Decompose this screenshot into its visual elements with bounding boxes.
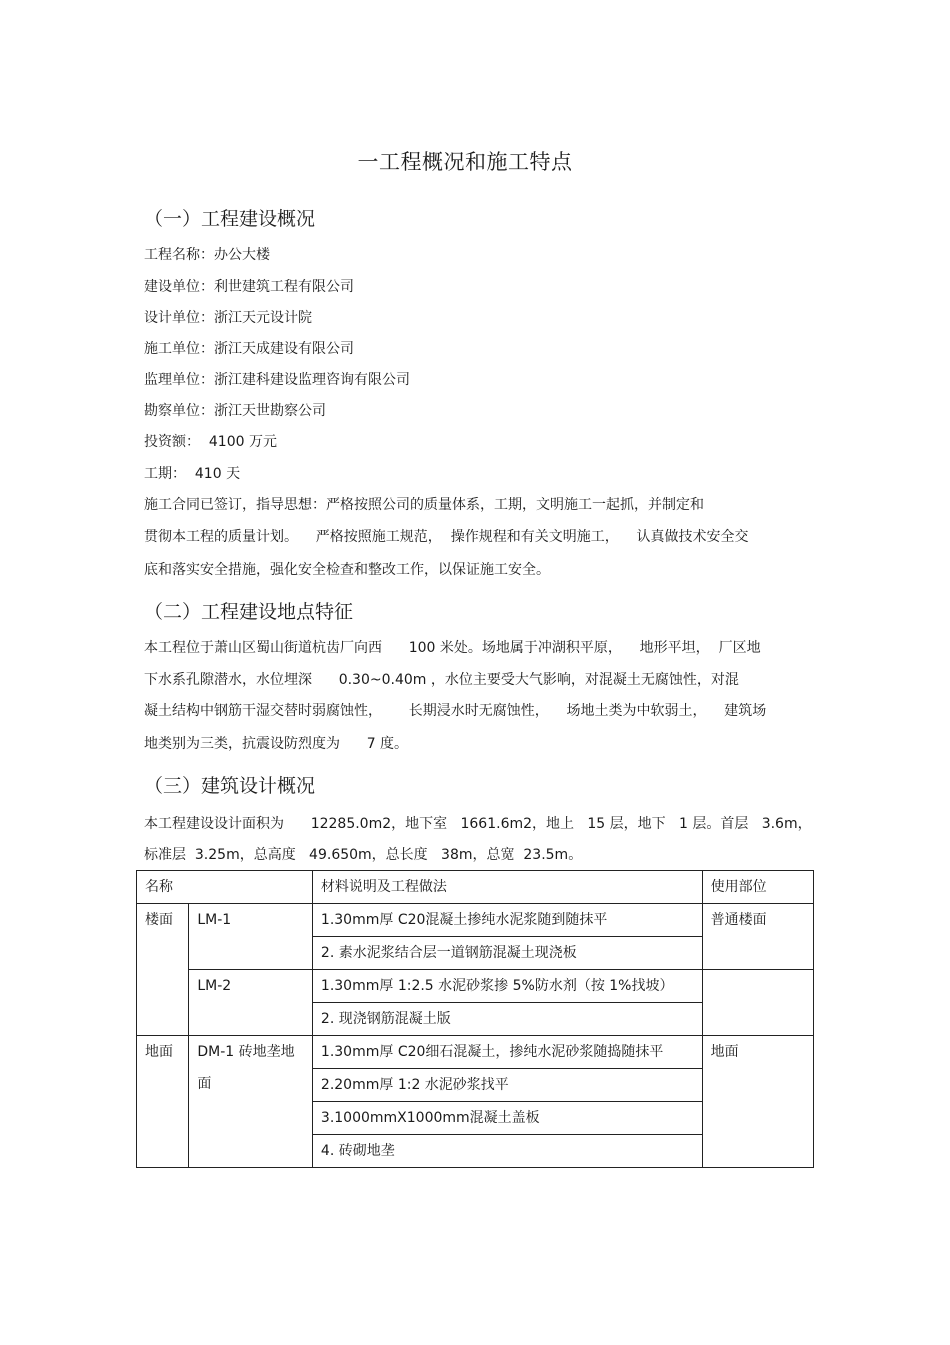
table-header-cell: 使用部位 — [702, 871, 813, 904]
table-cell-code: LM-2 — [189, 970, 313, 1036]
table-cell-step: 4. 砖砌地垄 — [312, 1135, 702, 1168]
construction-spec-table — [136, 870, 814, 1168]
table-cell-usage: 地面 — [702, 1036, 813, 1168]
text-line: 地类别为三类，抗震设防烈度为 7 度。 — [144, 736, 409, 752]
table-row — [137, 1036, 814, 1069]
document-title: 一工程概况和施工特点 — [357, 150, 573, 174]
text-line: 本工程建设设计面积为 12285.0m2，地下室 1661.6m2，地上 15 层，地下 1 层。首层 3.6m， — [144, 816, 812, 832]
table-cell-step: 3.1000mmX1000mm混凝土盖板 — [312, 1102, 702, 1135]
section-heading-site: （二）工程建设地点特征 — [144, 601, 354, 623]
table-cell-usage — [702, 970, 813, 1036]
table-cell-usage: 普通楼面 — [702, 904, 813, 970]
text-line: 下水系孔隙潜水，水位埋深 0.30~0.40m ，水位主要受大气影响，对混凝土无腐蚀性，对混 — [144, 672, 739, 688]
table-cell-step: 2. 素水泥浆结合层一道钢筋混凝土现浇板 — [312, 937, 702, 970]
table-cell-step: 1.30mm厚 C20混凝土掺纯水泥浆随到随抹平 — [312, 904, 702, 937]
text-line: 施工单位：浙江天成建设有限公司 — [144, 341, 354, 357]
section-heading-design: （三）建筑设计概况 — [144, 775, 316, 797]
table-header-cell: 材料说明及工程做法 — [312, 871, 702, 904]
text-line: 贯彻本工程的质量计划。 严格按照施工规范， 操作规程和有关文明施工， 认真做技术安全交 — [144, 529, 749, 545]
table-cell-step: 2. 现浇钢筋混凝土版 — [312, 1003, 702, 1036]
table-cell-code: DM-1 砖地垄地面 — [189, 1036, 313, 1168]
table-cell-group: 地面 — [137, 1036, 189, 1168]
text-line: 监理单位：浙江建科建设监理咨询有限公司 — [144, 372, 410, 388]
table-header-row — [137, 871, 814, 904]
text-line: 建设单位：利世建筑工程有限公司 — [144, 279, 354, 295]
table-cell-code: LM-1 — [189, 904, 313, 970]
section-heading-overview: （一）工程建设概况 — [144, 208, 316, 230]
table-row — [137, 970, 814, 1003]
table-cell-step: 1.30mm厚 1:2.5 水泥砂浆掺 5%防水剂（按 1%找坡） — [312, 970, 702, 1003]
table-row — [137, 904, 814, 937]
text-line: 施工合同已签订，指导思想：严格按照公司的质量体系，工期，文明施工一起抓，并制定和 — [144, 497, 704, 513]
table-cell-step: 1.30mm厚 C20细石混凝土，掺纯水泥砂浆随捣随抹平 — [312, 1036, 702, 1069]
text-line: 勘察单位：浙江天世勘察公司 — [144, 403, 326, 419]
text-line: 工程名称：办公大楼 — [144, 247, 270, 263]
text-line: 本工程位于萧山区蜀山街道杭齿厂向西 100 米处。场地属于冲湖积平原， 地形平坦， 厂区地 — [144, 640, 761, 656]
text-line: 设计单位：浙江天元设计院 — [144, 310, 312, 326]
text-line: 投资额： 4100 万元 — [144, 434, 277, 450]
text-line: 凝土结构中钢筋干湿交替时弱腐蚀性， 长期浸水时无腐蚀性， 场地土类为中软弱土， 建筑场 — [144, 703, 767, 719]
text-line: 工期： 410 天 — [144, 466, 241, 482]
table-cell-step: 2.20mm厚 1:2 水泥砂浆找平 — [312, 1069, 702, 1102]
text-line: 底和落实安全措施，强化安全检查和整改工作，以保证施工安全。 — [144, 562, 550, 578]
table-header-cell: 名称 — [137, 871, 313, 904]
text-line: 标准层 3.25m，总高度 49.650m，总长度 38m，总宽 23.5m。 — [144, 847, 583, 863]
table-cell-group: 楼面 — [137, 904, 189, 1036]
